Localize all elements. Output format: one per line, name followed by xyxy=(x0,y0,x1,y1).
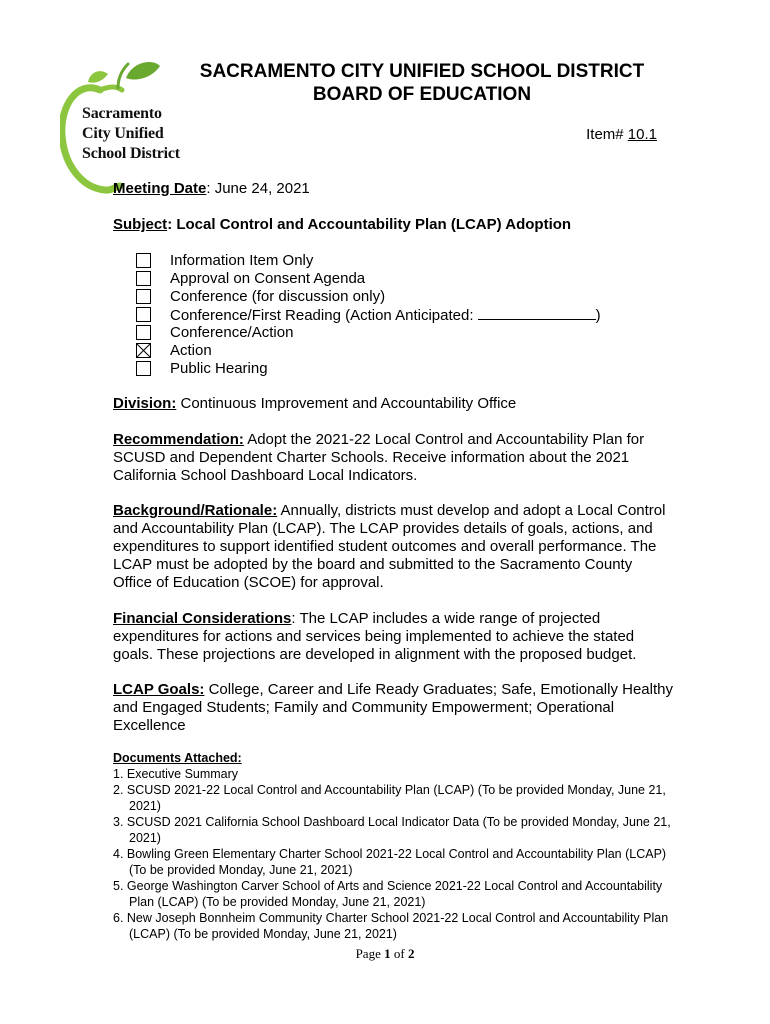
division-value: Continuous Improvement and Accountability Office xyxy=(176,395,517,412)
financial-value: : The LCAP includes a wide range of projected expenditures for actions and services being implemented to achieve the stated goals. These projections are developed in alignment with the proposed budget. xyxy=(113,610,637,663)
action-anticipated-blank-line xyxy=(478,306,596,320)
page-total: 2 xyxy=(407,946,415,961)
background-label: Background/Rationale: xyxy=(113,502,278,519)
checkbox-label: Public Hearing xyxy=(170,360,268,377)
meeting-date-label: Meeting Date xyxy=(113,180,207,197)
division xyxy=(113,395,673,413)
financial-label: Financial Considerations xyxy=(113,610,292,627)
list-item: 4. Bowling Green Elementary Charter School 2021-22 Local Control and Accountability Plan (LCAP) (To be provided Monday, June 21, 2021) xyxy=(113,847,667,877)
checkbox-label-suffix: ) xyxy=(595,307,601,324)
checkbox-label: Approval on Consent Agenda xyxy=(170,270,366,287)
division-label: Division: xyxy=(113,395,177,412)
document-title-line1: SACRAMENTO CITY UNIFIED SCHOOL DISTRICT xyxy=(199,61,645,82)
lcap-goals xyxy=(113,681,673,735)
document-title-line2: BOARD OF EDUCATION xyxy=(312,84,532,105)
checkbox[interactable] xyxy=(136,361,151,376)
recommendation-label: Recommendation: xyxy=(113,431,244,448)
checkmark-x-icon xyxy=(137,344,150,357)
background-value: Annually, districts must develop and adopt a Local Control and Accountability Plan (LCAP). The LCAP provides details of goals, actions, and expenditures to support identified student outcomes and overall performance. The LCAP must be adopted by the board and submitted to the Sacramento County Office of Education (SCOE) for approval. xyxy=(113,502,666,591)
checkbox-label-text: Conference/First Reading (Action Anticipated: xyxy=(170,307,478,324)
page-prefix: Page xyxy=(355,946,385,961)
checkbox[interactable] xyxy=(136,325,151,340)
checkbox[interactable] xyxy=(136,289,151,304)
subject-label: Subject xyxy=(113,216,168,233)
list-item: 3. SCUSD 2021 California School Dashboard Local Indicator Data (To be provided Monday, June 21, 2021) xyxy=(113,815,671,845)
page-of: of xyxy=(390,946,408,961)
list-item: 1. Executive Summary xyxy=(113,767,239,781)
recommendation xyxy=(113,431,673,485)
logo-text-line3: School District xyxy=(82,145,180,162)
documents-label: Documents Attached: xyxy=(113,751,242,765)
checkbox-label: Information Item Only xyxy=(170,252,314,269)
list-item: 2. SCUSD 2021-22 Local Control and Accountability Plan (LCAP) (To be provided Monday, June 21, 2021) xyxy=(113,783,666,813)
checkbox-checked[interactable] xyxy=(136,343,151,358)
list-item: 6. New Joseph Bonnheim Community Charter School 2021-22 Local Control and Accountability Plan (LCAP) (To be provided Monday, June 21, 2021) xyxy=(113,911,669,941)
background-rationale xyxy=(113,502,673,592)
goals-value: College, Career and Life Ready Graduates; Safe, Emotionally Healthy and Engaged Students; Family and Community Empowerment; Operational Excellence xyxy=(113,681,673,734)
checkbox[interactable] xyxy=(136,307,151,322)
page-number xyxy=(0,946,770,962)
checkbox[interactable] xyxy=(136,271,151,286)
meeting-date xyxy=(113,180,673,198)
subject xyxy=(113,216,673,234)
item-number-label: Item# xyxy=(586,126,624,143)
list-item: 5. George Washington Carver School of Arts and Science 2021-22 Local Control and Accountability Plan (LCAP) (To be provided Monday, June 21, 2021) xyxy=(113,879,663,909)
checkbox-label: Conference/Action xyxy=(170,324,294,341)
logo-text-line2: City Unified xyxy=(82,125,164,142)
subject-value: : Local Control and Accountability Plan (LCAP) Adoption xyxy=(167,216,572,233)
page-current: 1 xyxy=(384,946,391,961)
item-number xyxy=(586,126,657,143)
goals-label: LCAP Goals: xyxy=(113,681,205,698)
logo-text-line1: Sacramento xyxy=(82,105,162,122)
item-number-value: 10.1 xyxy=(627,126,657,143)
checkbox-label: Action xyxy=(170,342,212,359)
checkbox-label: Conference (for discussion only) xyxy=(170,288,386,305)
recommendation-value: Adopt the 2021-22 Local Control and Accountability Plan for SCUSD and Dependent Charter Schools. Receive information about the 2021 California School Dashboard Local Indicators. xyxy=(113,431,645,484)
meeting-date-value: : June 24, 2021 xyxy=(206,180,310,197)
checkbox-label xyxy=(170,306,601,325)
financial-considerations xyxy=(113,610,673,664)
checkbox[interactable] xyxy=(136,253,151,268)
documents-attached xyxy=(113,750,673,942)
